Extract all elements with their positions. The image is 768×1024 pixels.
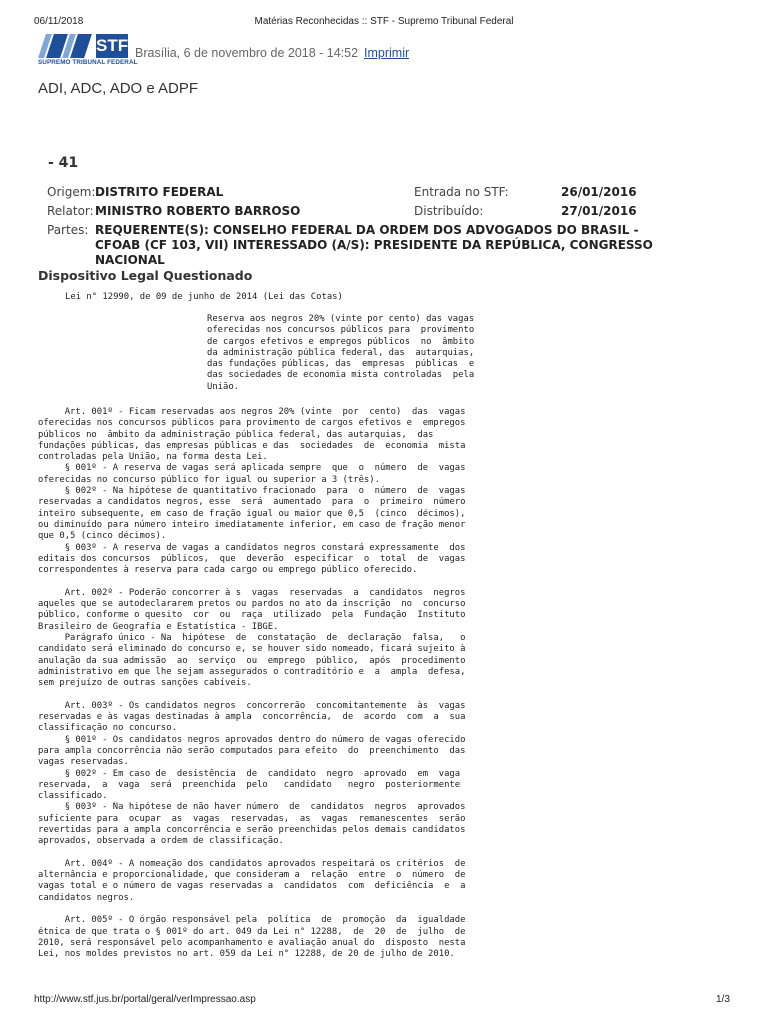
entrada-value: 26/01/2016 [561,185,637,199]
origem-value: DISTRITO FEDERAL [95,185,224,199]
location-date: Brasília, 6 de novembro de 2018 - 14:52 [135,46,359,60]
print-date: 06/11/2018 [34,16,84,27]
page-title: ADI, ADC, ADO e ADPF [38,80,199,97]
law-body: Art. 001º - Ficam reservadas aos negros 20% (vinte por cento) das vagas oferecidas nos concursos públicos para provimento de cargos efetivos e empregos públicos no âmbito da administração pública federal, das autarquias, das fundações públicas, das empresas públicas e das sociedades de economia mista controladas pela União, na forma desta Lei. § 001º - A reserva de vagas será aplicada sempre que o número de vagas oferecidas no concurso público for igual ou superior a 3 (três). § 002º - Na hipótese de quantitativo fracionado para o número de vagas reservadas a candidatos negros, esse será aumentado para o primeiro número inteiro subsequente, em caso de fração igual ou maior que 0,5 (cinco décimos), ou diminuído para número inteiro imediatamente inferior, em caso de fração menor que 0,5 (cinco décimos). § 003º - A reserva de vagas a candidatos negros constará expressamente dos editais dos concursos públicos, que deverão especificar o total de vagas correspondentes à reserva para cada cargo ou emprego público oferecido. Art. 002º - Poderão concorrer à s vagas reservadas a candidatos negros aqueles que se autodeclararem pretos ou pardos no ato da inscrição no concurso público, conforme o quesito cor ou raça utilizado pela Fundação Instituto Brasileiro de Geografia e Estatística - IBGE. Parágrafo único - Na hipótese de constatação de declaração falsa, o candidato será eliminado do concurso e, se houver sido nomeado, ficará sujeito à anulação da sua admissão ao serviço ou emprego público, após procedimento administrativo em que lhe sejam assegurados o contraditório e a ampla defesa, sem prejuízo de outras sanções cabíveis. Art. 003º - Os candidatos negros concorrerão concomitantemente às vagas reservadas e às vagas destinadas à ampla concorrência, de acordo com a sua classificação no concurso. § 001º - Os candidatos negros aprovados dentro do número de vagas oferecido para ampla concorrência não serão computados para efeito do preenchimento das vagas reservadas. § 002º - Em caso de desistência de candidato negro aprovado em vaga reservada, a vaga será preenchida pelo candidato negro posteriormente classificado. § 003º - Na hipótese de não haver número de candidatos negros aprovados suficiente para ocupar as vagas reservadas, as vagas remanescentes serão revertidas para a ampla concorrência e serão preenchidas pelos demais candidatos aprovados, observada a ordem de classificação. Art. 004º - A nomeação dos candidatos aprovados respeitará os critérios de alternância e proporcionalidade, que consideram a relação entre o número de vagas total e o número de vagas reservadas a candidatos com deficiência e a candidatos negros. Art. 005º - O órgão responsável pela política de promoção da igualdade étnica de que trata o § 001º do art. 049 da Lei n° 12288, de 20 de julho de 2010, será responsável pelo acompanhamento e avaliação anual do disposto nesta Lei, nos moldes previstos no art. 059 da Lei n° 12288, de 20 de julho de 2010. [38,407,466,960]
print-url: http://www.stf.jus.br/portal/geral/verImpressao.asp [34,994,256,1005]
logo-text: STF [96,34,128,58]
partes-label: Partes: [47,223,89,237]
relator-label: Relator: [47,204,94,218]
print-page-title: Matérias Reconhecidas :: STF - Supremo Tribunal Federal [254,16,514,27]
law-ementa: Reserva aos negros 20% (vinte por cento) das vagas oferecidas nos concursos públicos para provimento de cargos efetivos e empregos públicos no âmbito da administração pública federal, das autarquias, das fundações públicas, das empresas públicas e das sociedades de economia mista controladas pela União. [207,314,475,392]
law-header: Lei n° 12990, de 09 de junho de 2014 (Lei das Cotas) [65,292,343,302]
section-title: Dispositivo Legal Questionado [38,268,253,283]
relator-value: MINISTRO ROBERTO BARROSO [95,204,301,218]
page-counter: 1/3 [716,994,730,1005]
stf-logo [38,34,138,68]
distribuido-value: 27/01/2016 [561,204,637,218]
case-number: - 41 [48,155,79,171]
print-link[interactable]: Imprimir [364,46,410,60]
partes-value: REQUERENTE(S): CONSELHO FEDERAL DA ORDEM DOS ADVOGADOS DO BRASIL - CFOAB (CF 103, VII) INTERESSADO (A/S): PRESIDENTE DA REPÚBLICA, CONGRESSO NACIONAL [95,223,653,267]
logo-bars-icon [38,34,96,58]
origem-label: Origem: [47,185,96,199]
distribuido-label: Distribuído: [414,204,484,218]
logo-subtitle: SUPREMO TRIBUNAL FEDERAL [38,59,138,66]
entrada-label: Entrada no STF: [414,185,509,199]
